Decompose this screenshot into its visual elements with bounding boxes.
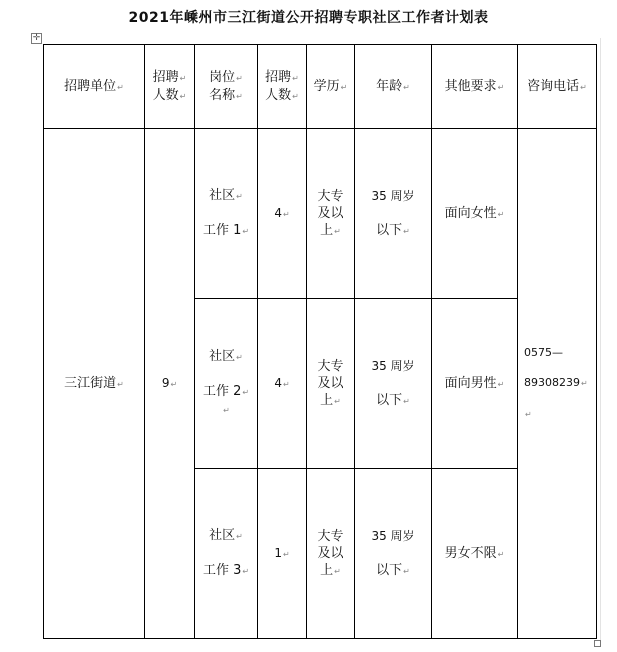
header-cell-hire-count[interactable]: 招聘↵ 人数↵ xyxy=(258,45,307,129)
phone-cell[interactable]: 0575— 89308239↵ ↵ xyxy=(518,129,597,639)
requirement-cell[interactable]: 面向女性↵ xyxy=(432,129,518,299)
header-cell-count[interactable]: 招聘↵ 人数↵ xyxy=(145,45,195,129)
unit-cell[interactable]: 三江街道↵ xyxy=(44,129,145,639)
requirement-cell[interactable]: 面向男性↵ xyxy=(432,299,518,469)
header-cell-post[interactable]: 岗位↵ 名称↵ xyxy=(195,45,258,129)
post-cell[interactable]: 社区↵ 工作 1↵ xyxy=(195,129,258,299)
document-title: 2021年嵊州市三江街道公开招聘专职社区工作者计划表 xyxy=(128,10,489,26)
page-edge-divider xyxy=(600,38,601,644)
age-cell[interactable]: 35 周岁 以下↵ xyxy=(355,129,432,299)
age-cell[interactable]: 35 周岁 以下↵ xyxy=(355,469,432,639)
table-resize-handle[interactable] xyxy=(594,640,601,647)
header-cell-unit[interactable]: 招聘单位↵ xyxy=(44,45,145,129)
hire-count-cell[interactable]: 4↵ xyxy=(258,129,307,299)
education-cell[interactable]: 大专 及以 上↵ xyxy=(307,469,355,639)
total-count-cell[interactable]: 9↵ xyxy=(145,129,195,639)
age-cell[interactable]: 35 周岁 以下↵ xyxy=(355,299,432,469)
header-row xyxy=(44,45,597,129)
table-row xyxy=(44,129,597,299)
table-move-handle-icon[interactable]: ✛ xyxy=(32,33,41,43)
education-cell[interactable]: 大专 及以 上↵ xyxy=(307,129,355,299)
hire-count-cell[interactable]: 1↵ xyxy=(258,469,307,639)
header-cell-phone[interactable]: 咨询电话↵ xyxy=(518,45,597,129)
recruitment-plan-table xyxy=(43,44,597,639)
post-cell[interactable]: 社区↵ 工作 3↵ xyxy=(195,469,258,639)
hire-count-cell[interactable]: 4↵ xyxy=(258,299,307,469)
requirement-cell[interactable]: 男女不限↵ xyxy=(432,469,518,639)
post-cell[interactable]: 社区↵ 工作 2↵ ↵ xyxy=(195,299,258,469)
header-cell-age[interactable]: 年龄↵ xyxy=(355,45,432,129)
header-cell-other[interactable]: 其他要求↵ xyxy=(432,45,518,129)
header-cell-education[interactable]: 学历↵ xyxy=(307,45,355,129)
education-cell[interactable]: 大专 及以 上↵ xyxy=(307,299,355,469)
